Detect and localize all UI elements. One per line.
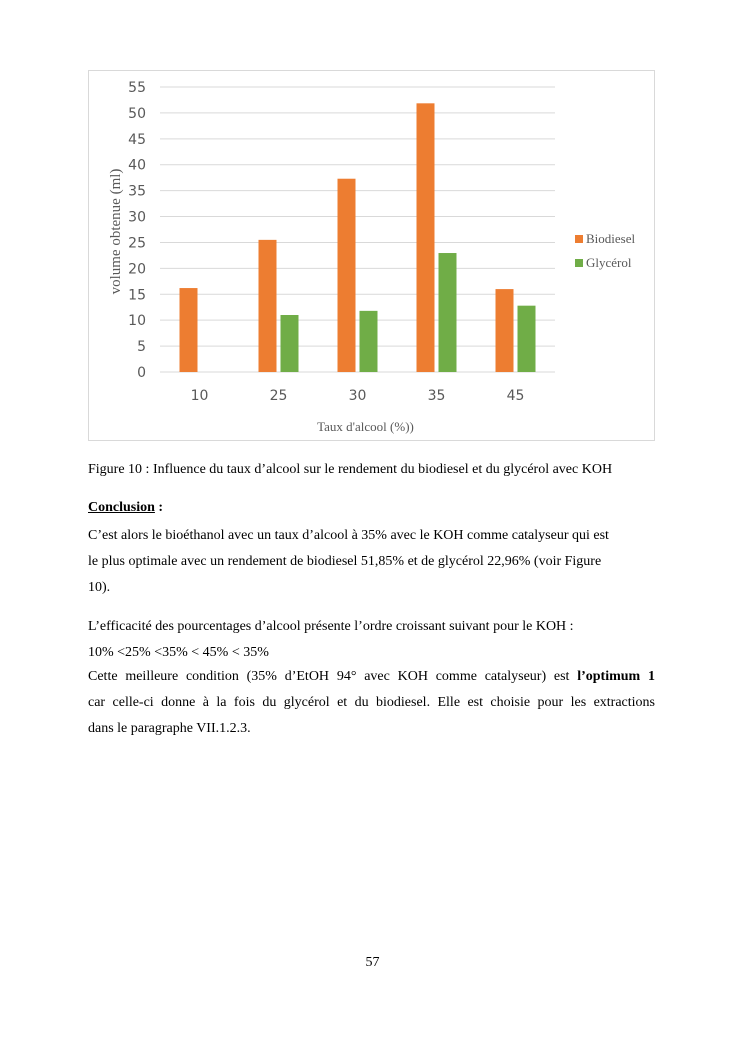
y-tick-label: 40 — [128, 157, 146, 174]
conclusion-paragraph-1 — [88, 523, 655, 601]
y-tick-label: 5 — [137, 339, 146, 356]
x-tick-label: 10 — [190, 388, 209, 404]
paragraph-line: 10). — [88, 580, 111, 595]
conclusion-heading-colon: : — [154, 500, 164, 515]
y-tick-label: 45 — [128, 131, 146, 148]
conclusion-heading — [88, 500, 163, 516]
y-tick-label: 55 — [128, 80, 146, 96]
x-tick-label: 35 — [427, 388, 446, 404]
paragraph-line: car celle-ci donne à la fois du glycérol et du biodiesel. Elle est choisie pour les extractions — [88, 695, 655, 710]
paragraph-text: Cette meilleure condition (35% d’EtOH 94° avec KOH comme catalyseur) est — [88, 669, 578, 684]
bar-biodiesel — [259, 240, 277, 372]
paragraph-line: C’est alors le bioéthanol avec un taux d’alcool à 35% avec le KOH comme catalyseur qui est — [88, 528, 609, 543]
x-tick-label: 30 — [348, 388, 367, 404]
paragraph-line: L’efficacité des pourcentages d’alcool présente l’ordre croissant suivant pour le KOH : — [88, 619, 574, 634]
legend-label-biodiesel: Biodiesel — [586, 231, 636, 246]
paragraph-line: le plus optimale avec un rendement de biodiesel 51,85% et de glycérol 22,96% (voir Figure — [88, 554, 602, 569]
bar-chart — [88, 70, 655, 441]
page-number: 57 — [365, 955, 380, 970]
figure-caption: Figure 10 : Influence du taux d’alcool sur le rendement du biodiesel et du glycérol avec KOH — [88, 462, 613, 477]
conclusion-paragraph-2 — [88, 614, 655, 662]
bar-glycerol — [281, 315, 299, 372]
legend-swatch-biodiesel — [575, 235, 583, 243]
bar-biodiesel — [338, 179, 356, 372]
y-tick-label: 25 — [128, 235, 146, 252]
paragraph-line: dans le paragraphe VII.1.2.3. — [88, 721, 251, 736]
x-tick-label: 25 — [269, 388, 288, 404]
y-tick-label: 15 — [128, 287, 146, 304]
conclusion-heading-text: Conclusion — [88, 500, 155, 515]
y-tick-label: 20 — [128, 261, 146, 278]
bar-biodiesel — [180, 288, 198, 372]
legend-label-glycerol: Glycérol — [586, 255, 632, 270]
legend-swatch-glycerol — [575, 259, 583, 267]
bar-glycerol — [518, 306, 536, 372]
y-axis-label: volume obtenue (ml) — [108, 168, 124, 295]
y-tick-label: 50 — [128, 105, 146, 122]
y-tick-label: 10 — [128, 313, 146, 330]
bar-biodiesel — [417, 103, 435, 372]
x-axis-label: Taux d'alcool (%)) — [317, 419, 414, 434]
paragraph-line — [88, 664, 655, 690]
bar-glycerol — [439, 253, 457, 372]
x-tick-label: 45 — [506, 388, 525, 404]
efficiency-order: 10% <25% <35% < 45% < 35% — [88, 645, 269, 660]
y-tick-label: 30 — [128, 209, 146, 226]
optimum-label: l’optimum 1 — [577, 669, 655, 684]
bar-glycerol — [360, 311, 378, 372]
y-tick-label: 35 — [128, 183, 146, 200]
y-tick-label: 0 — [137, 365, 146, 381]
conclusion-paragraph-3 — [88, 664, 655, 742]
bar-biodiesel — [496, 289, 514, 372]
